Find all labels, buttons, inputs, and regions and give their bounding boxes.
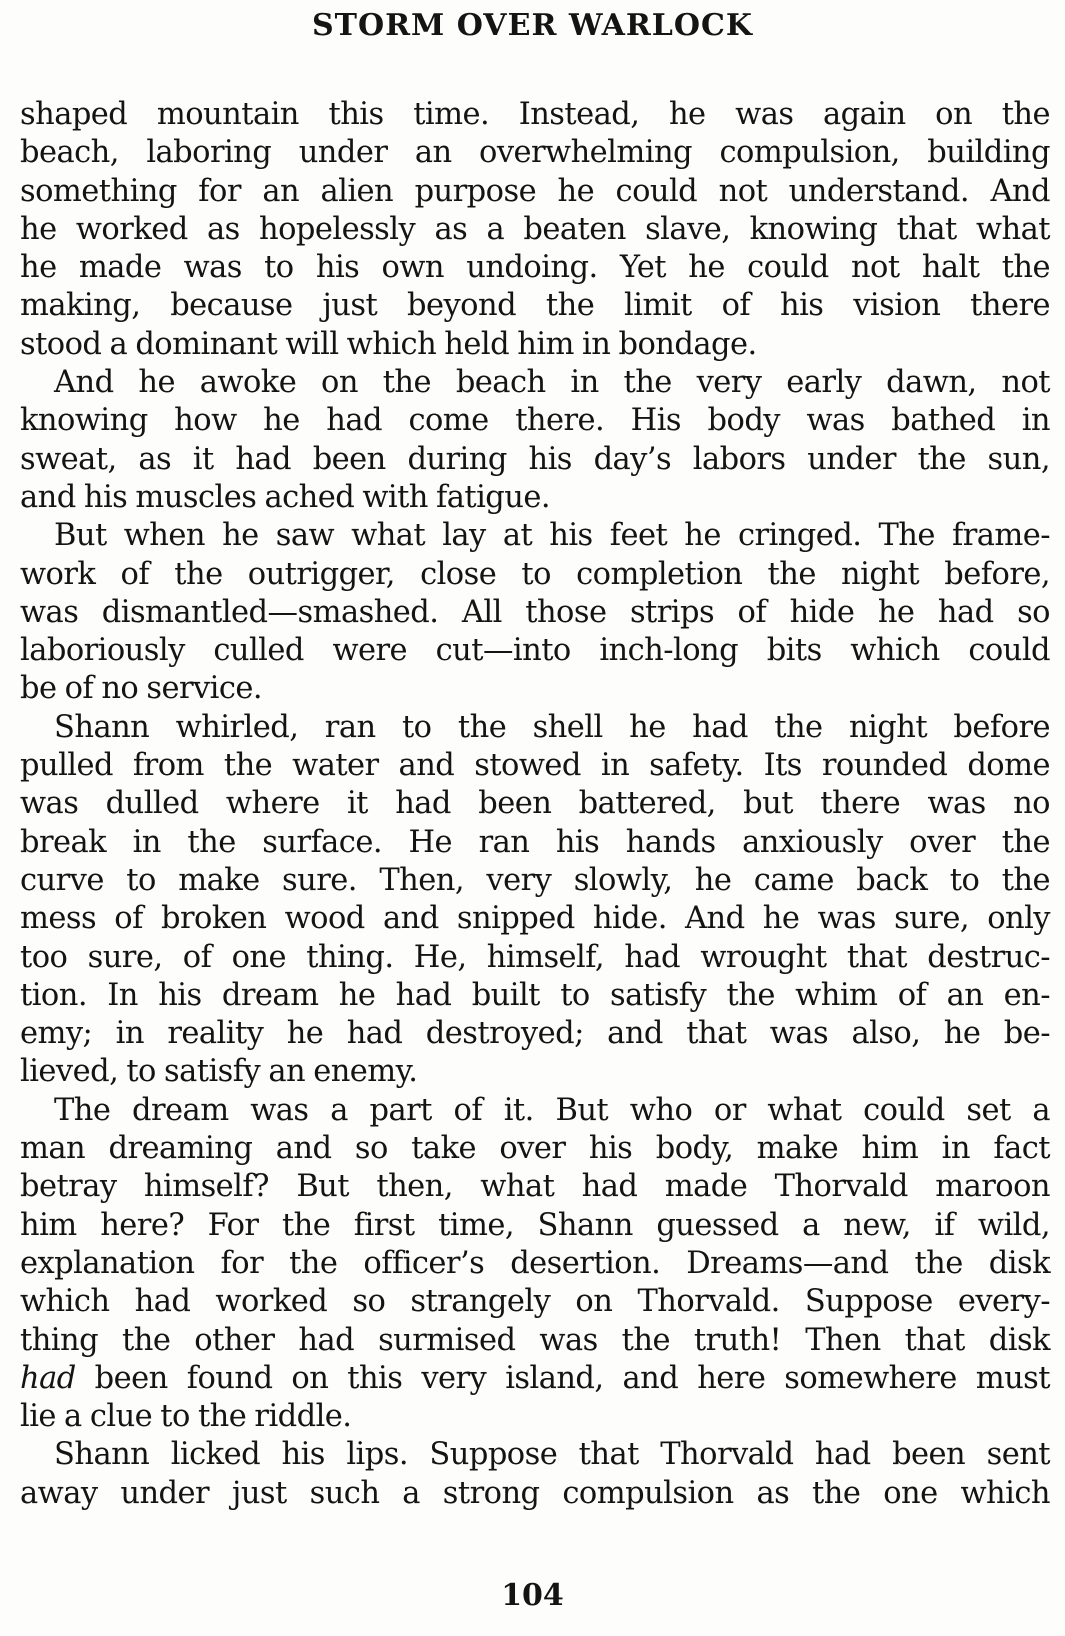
text-line: pulled from the water and stowed in safety. Its rounded dome bbox=[20, 748, 1050, 784]
text-line: and his muscles ached with fatigue. bbox=[20, 479, 551, 515]
text-line: too sure, of one thing. He, himself, had wrought that destruc- bbox=[20, 939, 1050, 975]
text-line: man dreaming and so take over his body, make him in fact bbox=[20, 1131, 1050, 1167]
text-line: away under just such a strong compulsion as the one which bbox=[20, 1475, 1050, 1511]
text-line: curve to make sure. Then, very slowly, he came back to the bbox=[20, 862, 1050, 898]
text-line: which had worked so strangely on Thorvald. Suppose every- bbox=[20, 1284, 1050, 1320]
text-line: mess of broken wood and snipped hide. And he was sure, only bbox=[20, 901, 1050, 937]
text-line: But when he saw what lay at his feet he cringed. The frame- bbox=[54, 518, 1050, 554]
text-line: sweat, as it had been during his day’s labors under the sun, bbox=[20, 441, 1050, 477]
body-text bbox=[20, 96, 1050, 1513]
text-line: tion. In his dream he had built to satisfy the whim of an en- bbox=[20, 977, 1050, 1013]
text-line: was dulled where it had been battered, but there was no bbox=[20, 786, 1050, 822]
text-line: he made was to his own undoing. Yet he could not halt the bbox=[20, 250, 1050, 286]
running-head: STORM OVER WARLOCK bbox=[312, 8, 753, 43]
text-line: lie a clue to the riddle. bbox=[20, 1399, 352, 1435]
text-line: had been found on this very island, and here somewhere must bbox=[20, 1360, 1050, 1396]
text-line: Shann licked his lips. Suppose that Thorvald had been sent bbox=[54, 1437, 1050, 1473]
text-line: break in the surface. He ran his hands anxiously over the bbox=[20, 824, 1050, 860]
text-line: The dream was a part of it. But who or what could set a bbox=[54, 1092, 1050, 1128]
text-line: betray himself? But then, what had made Thorvald maroon bbox=[20, 1169, 1050, 1205]
text-line: laboriously culled were cut—into inch-long bits which could bbox=[20, 633, 1050, 669]
text-line: work of the outrigger, close to completion the night before, bbox=[20, 556, 1050, 592]
text-line: And he awoke on the beach in the very early dawn, not bbox=[54, 365, 1050, 401]
text-line: shaped mountain this time. Instead, he was again on the bbox=[20, 97, 1050, 132]
text-line: thing the other had surmised was the truth! Then that disk bbox=[20, 1322, 1050, 1358]
text-line: he worked as hopelessly as a beaten slave, knowing that what bbox=[20, 211, 1050, 247]
text-line: him here? For the first time, Shann guessed a new, if wild, bbox=[20, 1207, 1050, 1243]
text-line: knowing how he had come there. His body was bathed in bbox=[20, 403, 1050, 439]
text-line: was dismantled—smashed. All those strips of hide he had so bbox=[20, 594, 1050, 630]
text-line: lieved, to satisfy an enemy. bbox=[20, 1054, 418, 1090]
text-line: Shann whirled, ran to the shell he had the night before bbox=[54, 709, 1050, 745]
text-line: stood a dominant will which held him in bondage. bbox=[20, 326, 757, 362]
text-line: making, because just beyond the limit of his vision there bbox=[20, 288, 1050, 324]
text-line: be of no service. bbox=[20, 671, 263, 707]
page-number: 104 bbox=[501, 1578, 564, 1613]
text-line: something for an alien purpose he could not understand. And bbox=[20, 173, 1050, 209]
text-line: beach, laboring under an overwhelming compulsion, building bbox=[20, 135, 1050, 171]
text-line: explanation for the officer’s desertion. Dreams—and the disk bbox=[20, 1245, 1050, 1281]
emphasis-word: had bbox=[20, 1360, 76, 1396]
text-line: emy; in reality he had destroyed; and that was also, he be- bbox=[20, 1016, 1050, 1052]
